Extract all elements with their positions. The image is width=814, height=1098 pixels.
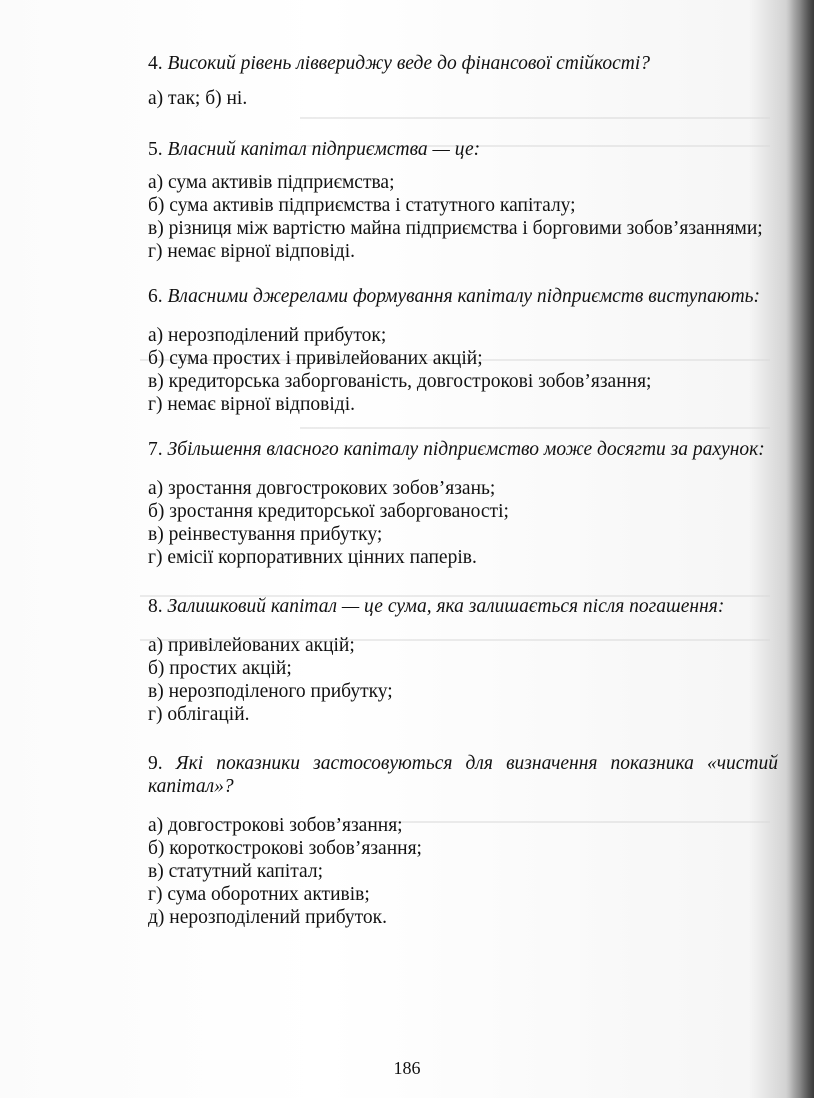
question-9	[148, 752, 778, 929]
answer-option: г) немає вірної відповіді.	[148, 241, 355, 262]
answer-option: г) облігацій.	[148, 704, 250, 725]
answer-option: в) нерозподіленого прибутку;	[148, 681, 393, 702]
answer-option: в) реінвестування прибутку;	[148, 524, 383, 545]
question-prompt: Власними джерелами формування капіталу підприємств виступають:	[167, 286, 761, 307]
quiz-content	[148, 52, 778, 949]
question-number: 4.	[148, 53, 163, 74]
question-7	[148, 438, 778, 569]
answer-option: б) короткострокові зобов’язання;	[148, 838, 422, 859]
answer-option: д) нерозподілений прибуток.	[148, 907, 388, 928]
question-number: 6.	[148, 286, 163, 307]
question-6	[148, 285, 778, 416]
question-prompt: Залишковий капітал — це сума, яка залишається після погашення:	[167, 596, 725, 617]
answer-option: а) привілейованих акцій;	[148, 635, 355, 656]
answer-option: б) сума активів підприємства і статутного капіталу;	[148, 195, 576, 216]
question-number: 7.	[148, 439, 163, 460]
answer-option: в) статутний капітал;	[148, 861, 324, 882]
answer-option: а) довгострокові зобов’язання;	[148, 815, 403, 836]
answer-option: в) різниця між вартістю майна підприємства і борговими зобов’язаннями;	[148, 218, 763, 239]
question-prompt: Які показники застосовуються для визначення показника «чистий капітал»?	[148, 753, 779, 797]
answer-option: г) сума оборотних активів;	[148, 884, 370, 905]
question-text	[148, 138, 778, 161]
answer-options	[148, 814, 778, 929]
question-5	[148, 138, 778, 263]
answer-options	[148, 477, 778, 569]
answer-options	[148, 634, 778, 726]
question-number: 5.	[148, 139, 163, 160]
question-number: 9.	[148, 753, 163, 774]
answer-option: а) нерозподілений прибуток;	[148, 325, 387, 346]
question-prompt: Збільшення власного капіталу підприємство може досягти за рахунок:	[167, 439, 765, 460]
page-number: 186	[393, 1058, 421, 1078]
question-8	[148, 595, 778, 726]
answer-option: а) зростання довгострокових зобов’язань;	[148, 478, 496, 499]
answer-option: а) сума активів підприємства;	[148, 172, 395, 193]
question-text	[148, 752, 778, 798]
page-spine-shadow	[786, 0, 814, 1098]
answer-option: г) немає вірної відповіді.	[148, 394, 355, 415]
question-4	[148, 52, 778, 110]
answer-option: б) простих акцій;	[148, 658, 292, 679]
question-number: 8.	[148, 596, 163, 617]
question-prompt: Високий рівень ліввериджу веде до фінансової стійкості?	[167, 53, 651, 74]
question-text	[148, 438, 778, 461]
answer-option: б) сума простих і привілейованих акцій;	[148, 348, 483, 369]
question-prompt: Власний капітал підприємства — це:	[167, 139, 481, 160]
answer-option: б) зростання кредиторської заборгованості;	[148, 501, 509, 522]
question-text	[148, 52, 778, 75]
question-text	[148, 595, 778, 618]
answer-option: в) кредиторська заборгованість, довгострокові зобов’язання;	[148, 371, 652, 392]
answer-option: г) емісії корпоративних цінних паперів.	[148, 547, 477, 568]
answer-options	[148, 171, 778, 263]
question-text	[148, 285, 778, 308]
answer-options-inline: а) так; б) ні.	[148, 88, 248, 109]
answer-options	[148, 324, 778, 416]
